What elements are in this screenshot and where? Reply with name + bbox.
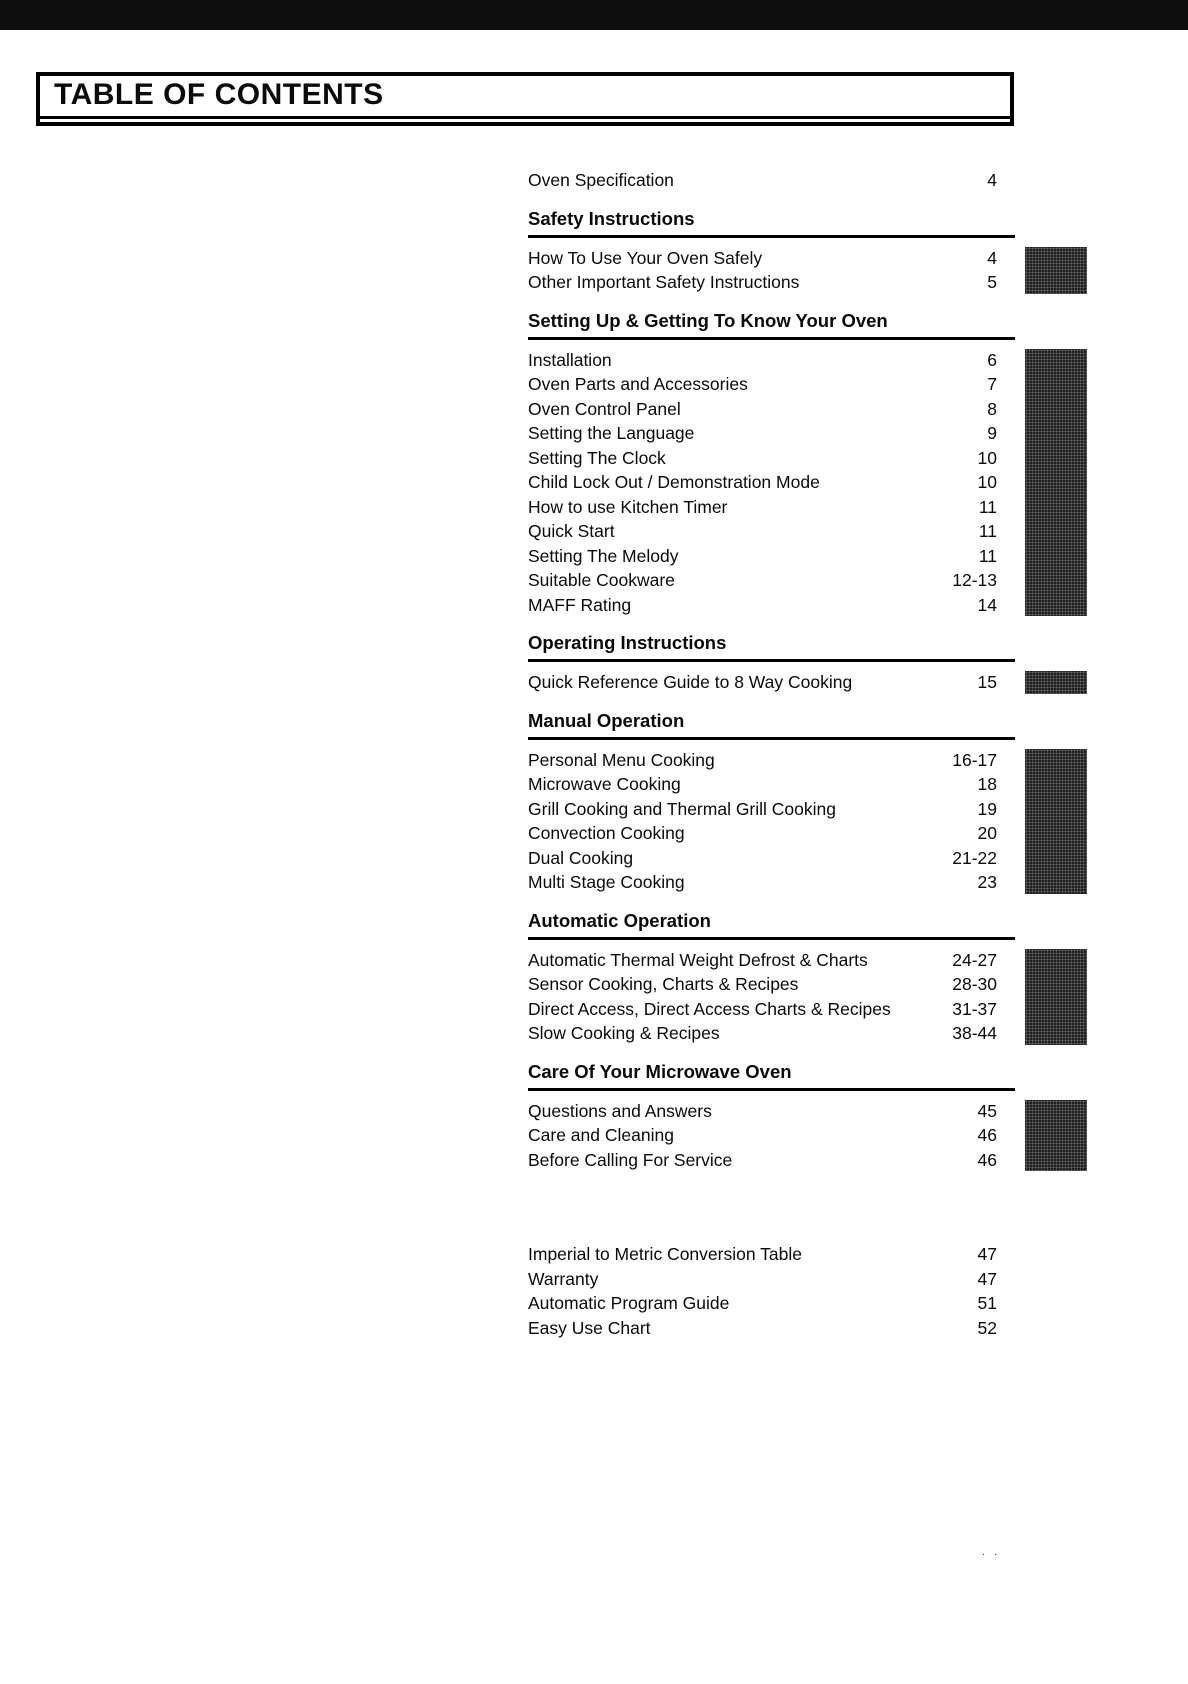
toc-entry <box>528 1291 1015 1316</box>
toc-entry <box>528 568 1015 593</box>
section-items <box>528 948 1015 1046</box>
toc-entry <box>528 670 1015 695</box>
toc-entry <box>528 1316 1015 1341</box>
section-tab-marker <box>1025 949 1087 1045</box>
toc-entry-label: Automatic Thermal Weight Defrost & Charts <box>528 949 868 970</box>
toc-entry-label: Oven Specification <box>528 170 674 190</box>
toc-section <box>528 710 1015 895</box>
toc-entry <box>528 1021 1015 1046</box>
table-of-contents <box>528 168 1015 1340</box>
toc-entry <box>528 846 1015 871</box>
footer-page-mark: . . <box>982 1546 1001 1558</box>
toc-entry <box>528 1148 1015 1173</box>
toc-entry-page: 45 <box>977 1100 997 1121</box>
toc-entry-label: Other Important Safety Instructions <box>528 272 800 292</box>
toc-entry-label: Suitable Cookware <box>528 570 675 590</box>
toc-section <box>528 310 1015 618</box>
toc-entry <box>528 495 1015 520</box>
toc-entry-page: 11 <box>978 496 997 517</box>
toc-entry-page: 20 <box>977 823 997 843</box>
toc-pre-list <box>528 168 1015 193</box>
toc-entry-label: Direct Access, Direct Access Charts & Recipes <box>528 998 891 1019</box>
toc-entry-label: Quick Start <box>528 521 615 541</box>
toc-entry-label: Imperial to Metric Conversion Table <box>528 1244 802 1264</box>
toc-entry <box>528 772 1015 797</box>
toc-entry-page: 21-22 <box>952 847 997 868</box>
toc-entry-page: 9 <box>987 423 997 443</box>
toc-entry <box>528 1099 1015 1124</box>
toc-entry-page: 11 <box>978 545 997 566</box>
toc-entry-label: Setting The Clock <box>528 447 666 468</box>
toc-sections <box>528 208 1015 1173</box>
section-items <box>528 246 1015 295</box>
section-tab-marker <box>1025 1100 1087 1172</box>
toc-entry-label: How To Use Your Oven Safely <box>528 247 763 268</box>
toc-entry-label: Multi Stage Cooking <box>528 872 685 892</box>
toc-entry-label: MAFF Rating <box>528 594 632 615</box>
toc-section <box>528 910 1015 1046</box>
toc-entry <box>528 821 1015 846</box>
toc-section <box>528 208 1015 295</box>
top-black-bar <box>0 0 1188 30</box>
toc-entry <box>528 544 1015 569</box>
toc-entry-page: 4 <box>987 247 997 268</box>
toc-entry-page: 38-44 <box>952 1023 997 1043</box>
toc-section <box>528 1061 1015 1173</box>
toc-entry-page: 47 <box>977 1268 997 1289</box>
toc-post-list <box>528 1242 1015 1340</box>
toc-entry-page: 52 <box>977 1317 997 1338</box>
toc-entry-label: Child Lock Out / Demonstration Mode <box>528 472 820 492</box>
toc-entry <box>528 972 1015 997</box>
toc-entry <box>528 797 1015 822</box>
toc-entry-page: 18 <box>977 774 997 794</box>
toc-entry-page: 46 <box>977 1149 997 1170</box>
toc-entry <box>528 168 1015 193</box>
toc-entry-label: Dual Cooking <box>528 847 634 868</box>
toc-entry-page: 10 <box>977 447 997 468</box>
section-header: Care Of Your Microwave Oven <box>528 1061 1015 1091</box>
section-tab-marker <box>1025 749 1087 894</box>
toc-entry-label: Slow Cooking & Recipes <box>528 1023 720 1043</box>
toc-entry-label: Oven Parts and Accessories <box>528 374 748 394</box>
section-items <box>528 348 1015 618</box>
toc-entry <box>528 372 1015 397</box>
toc-section <box>528 632 1015 695</box>
toc-entry-page: 51 <box>977 1293 997 1313</box>
section-tab-marker <box>1025 247 1087 294</box>
toc-entry-label: Automatic Program Guide <box>528 1293 730 1313</box>
toc-entry <box>528 397 1015 422</box>
toc-entry-page: 28-30 <box>952 974 997 994</box>
toc-entry-label: Personal Menu Cooking <box>528 749 715 770</box>
toc-entry <box>528 948 1015 973</box>
toc-entry <box>528 421 1015 446</box>
section-header: Manual Operation <box>528 710 1015 740</box>
toc-entry-page: 8 <box>987 398 997 419</box>
toc-entry <box>528 593 1015 618</box>
toc-entry-page: 11 <box>978 521 997 541</box>
toc-entry <box>528 519 1015 544</box>
toc-entry <box>528 446 1015 471</box>
toc-entry <box>528 246 1015 271</box>
toc-entry-page: 31-37 <box>952 998 997 1019</box>
section-header: Automatic Operation <box>528 910 1015 940</box>
toc-entry <box>528 748 1015 773</box>
toc-entry-page: 19 <box>977 798 997 819</box>
toc-entry <box>528 270 1015 295</box>
toc-entry-label: Easy Use Chart <box>528 1317 651 1338</box>
toc-entry-page: 24-27 <box>952 949 997 970</box>
toc-entry-label: Setting The Melody <box>528 545 679 566</box>
toc-entry-label: Warranty <box>528 1268 599 1289</box>
toc-entry <box>528 1123 1015 1148</box>
toc-entry <box>528 470 1015 495</box>
toc-entry-label: Grill Cooking and Thermal Grill Cooking <box>528 798 836 819</box>
toc-entry <box>528 348 1015 373</box>
toc-entry-label: Installation <box>528 349 612 370</box>
toc-entry-page: 15 <box>977 672 997 692</box>
toc-entry-label: Oven Control Panel <box>528 398 681 419</box>
toc-entry-label: Setting the Language <box>528 423 695 443</box>
toc-entry-page: 4 <box>987 170 997 190</box>
toc-entry-page: 7 <box>987 374 997 394</box>
section-header: Operating Instructions <box>528 632 1015 662</box>
toc-entry-page: 14 <box>977 594 997 615</box>
section-items <box>528 748 1015 895</box>
toc-entry-page: 16-17 <box>952 749 997 770</box>
title-box <box>36 72 1014 126</box>
toc-entry-label: Sensor Cooking, Charts & Recipes <box>528 974 799 994</box>
toc-entry-page: 23 <box>977 872 997 892</box>
toc-entry-label: Quick Reference Guide to 8 Way Cooking <box>528 672 853 692</box>
toc-entry <box>528 870 1015 895</box>
toc-entry-label: How to use Kitchen Timer <box>528 496 728 517</box>
toc-entry <box>528 1267 1015 1292</box>
section-items <box>528 670 1015 695</box>
toc-entry-page: 47 <box>977 1244 997 1264</box>
section-tab-marker <box>1025 671 1087 694</box>
toc-entry-page: 5 <box>987 272 997 292</box>
toc-entry-page: 12-13 <box>952 570 997 590</box>
toc-entry-page: 46 <box>977 1125 997 1145</box>
toc-entry-label: Care and Cleaning <box>528 1125 674 1145</box>
toc-entry-page: 10 <box>977 472 997 492</box>
toc-entry <box>528 997 1015 1022</box>
section-items <box>528 1099 1015 1173</box>
toc-entry-label: Before Calling For Service <box>528 1149 733 1170</box>
toc-entry-page: 6 <box>987 349 997 370</box>
toc-entry-label: Questions and Answers <box>528 1100 712 1121</box>
toc-entry-label: Microwave Cooking <box>528 774 681 794</box>
page-title: TABLE OF CONTENTS <box>40 76 1010 119</box>
section-header: Setting Up & Getting To Know Your Oven <box>528 310 1015 340</box>
section-tab-marker <box>1025 349 1087 617</box>
section-header: Safety Instructions <box>528 208 1015 238</box>
toc-entry-label: Convection Cooking <box>528 823 685 843</box>
toc-entry <box>528 1242 1015 1267</box>
